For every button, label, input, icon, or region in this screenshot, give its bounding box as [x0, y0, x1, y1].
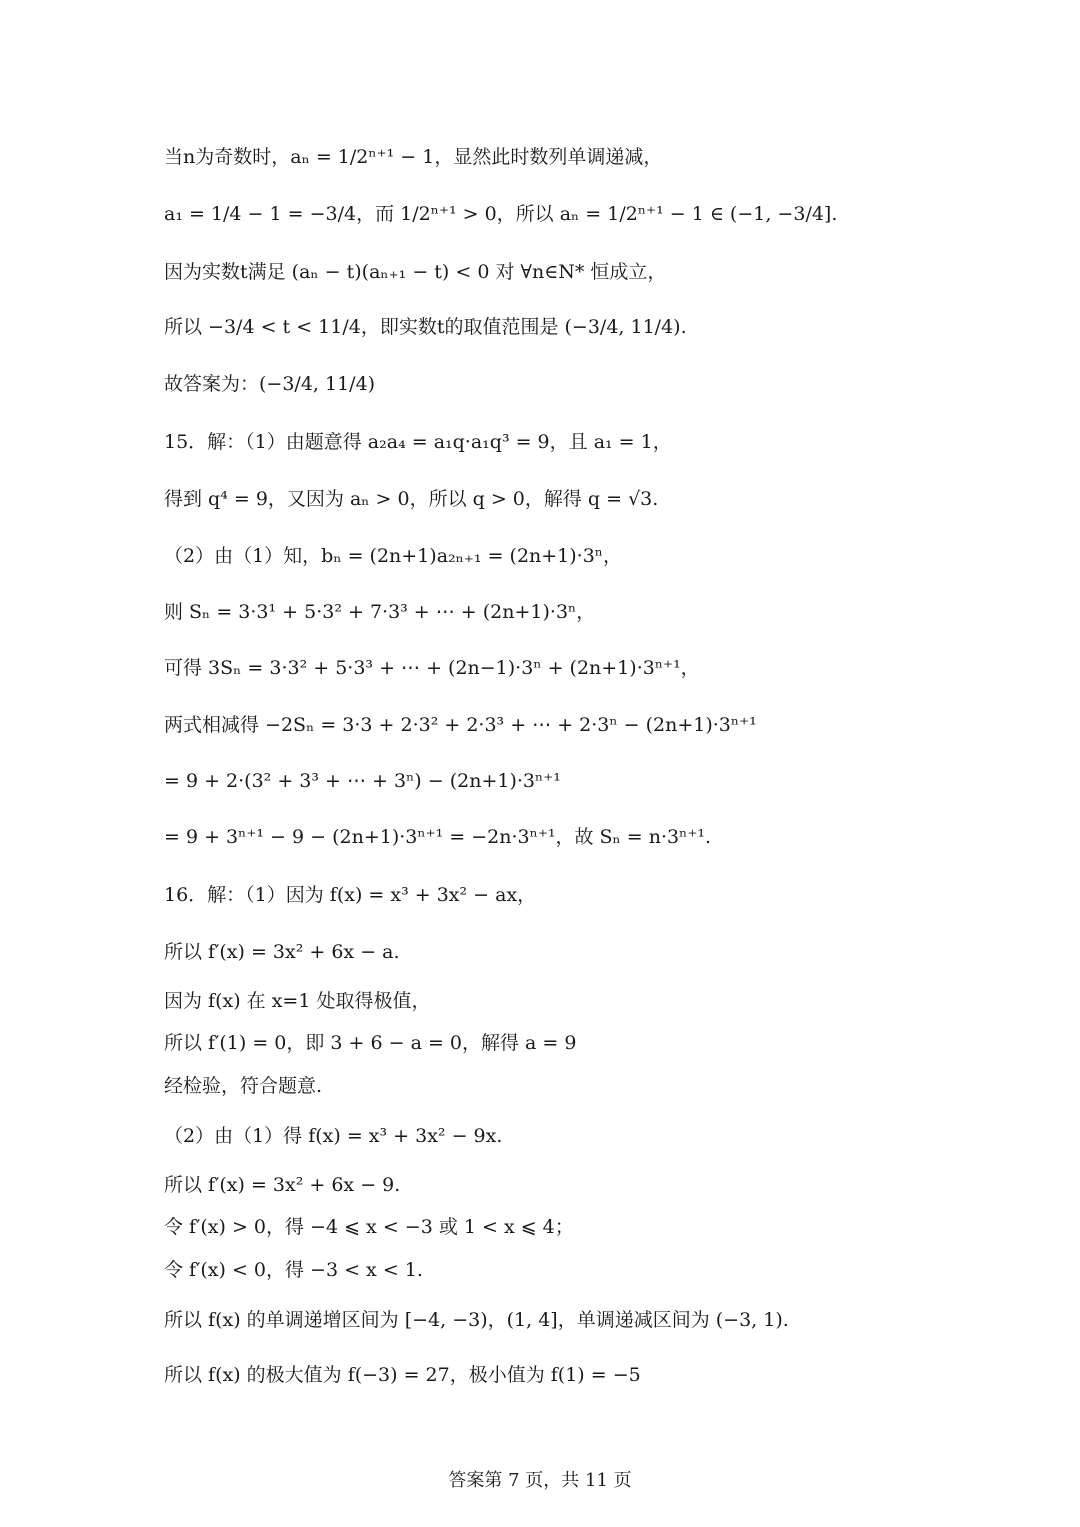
line-5: 故答案为：(−3/4, 11/4) [164, 373, 376, 395]
line-10: 可得 3Sₙ = 3·3² + 5·3³ + ⋯ + (2n−1)·3ⁿ + (2n+1)·3ⁿ⁺¹， [164, 657, 700, 679]
line-23: 所以 f(x) 的单调递增区间为 [−4, −3)，(1, 4]，单调递减区间为 (−3, 1). [164, 1309, 789, 1331]
line-24: 所以 f(x) 的极大值为 f(−3) = 27，极小值为 f(1) = −5 [164, 1364, 641, 1386]
line-19: （2）由（1）得 f(x) = x³ + 3x² − 9x. [164, 1125, 503, 1147]
line-13: = 9 + 3ⁿ⁺¹ − 9 − (2n+1)·3ⁿ⁺¹ = −2n·3ⁿ⁺¹，故 Sₙ = n·3ⁿ⁺¹. [164, 826, 712, 848]
line-11: 两式相减得 −2Sₙ = 3·3 + 2·3² + 2·3³ + ⋯ + 2·3ⁿ − (2n+1)·3ⁿ⁺¹ [164, 714, 757, 736]
line-22: 令 f′(x) < 0，得 −3 < x < 1. [164, 1259, 423, 1281]
line-16: 因为 f(x) 在 x=1 处取得极值， [164, 990, 431, 1012]
line-7: 得到 q⁴ = 9，又因为 aₙ > 0，所以 q > 0，解得 q = √3. [164, 488, 659, 510]
line-8: （2）由（1）知，bₙ = (2n+1)a₂ₙ₊₁ = (2n+1)·3ⁿ， [164, 545, 623, 567]
page-footer: 答案第 7 页，共 11 页 [448, 1470, 632, 1491]
line-4: 所以 −3/4 < t < 11/4，即实数t的取值范围是 (−3/4, 11/4). [164, 316, 687, 338]
line-3: 因为实数t满足 (aₙ − t)(aₙ₊₁ − t) < 0 对 ∀n∈N* 恒成立， [164, 261, 667, 283]
line-1: 当n为奇数时，aₙ = 1/2ⁿ⁺¹ − 1，显然此时数列单调递减， [164, 146, 663, 168]
line-17: 所以 f′(1) = 0，即 3 + 6 − a = 0，解得 a = 9 [164, 1032, 577, 1054]
line-6: 15．解：（1）由题意得 a₂a₄ = a₁q·a₁q³ = 9，且 a₁ = 1， [164, 431, 672, 453]
line-12: = 9 + 2·(3² + 3³ + ⋯ + 3ⁿ) − (2n+1)·3ⁿ⁺¹ [164, 770, 561, 792]
line-9: 则 Sₙ = 3·3¹ + 5·3² + 7·3³ + ⋯ + (2n+1)·3ⁿ， [164, 601, 596, 623]
line-18: 经检验，符合题意. [164, 1075, 323, 1097]
line-20: 所以 f′(x) = 3x² + 6x − 9. [164, 1174, 401, 1196]
line-15: 所以 f′(x) = 3x² + 6x − a. [164, 941, 400, 963]
line-21: 令 f′(x) > 0，得 −4 ⩽ x < −3 或 1 < x ⩽ 4； [164, 1216, 574, 1238]
line-2: a₁ = 1/4 − 1 = −3/4，而 1/2ⁿ⁺¹ > 0，所以 aₙ = 1/2ⁿ⁺¹ − 1 ∈ (−1, −3/4]. [164, 203, 838, 225]
line-14: 16．解：（1）因为 f(x) = x³ + 3x² − ax， [164, 884, 537, 906]
